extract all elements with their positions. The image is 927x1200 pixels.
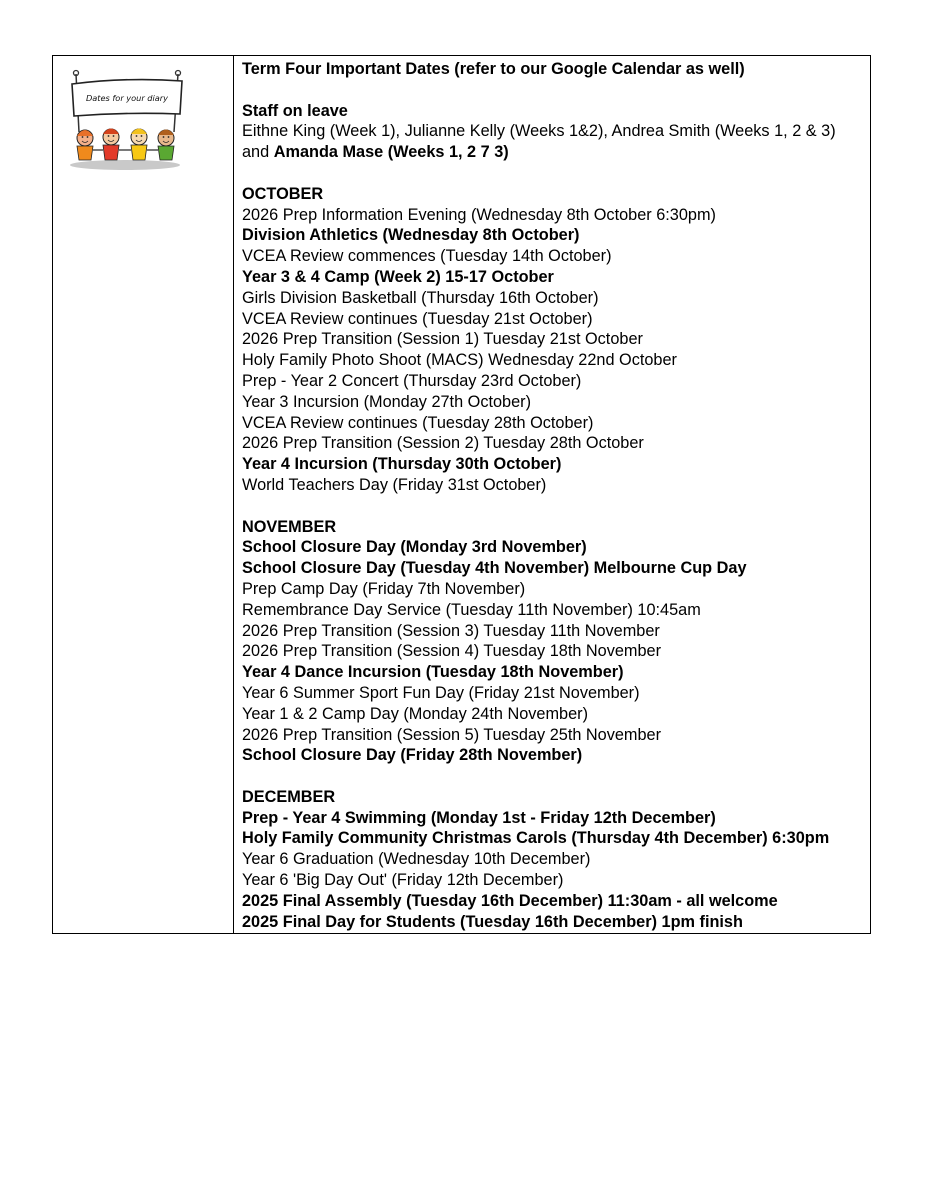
list-item: Remembrance Day Service (Tuesday 11th November) 10:45am bbox=[242, 600, 701, 619]
kids-holding-banner-icon bbox=[67, 68, 185, 172]
staff-leave-heading: Staff on leave bbox=[242, 101, 348, 120]
list-item: Holy Family Photo Shoot (MACS) Wednesday 22nd October bbox=[242, 351, 677, 370]
list-item: VCEA Review commences (Tuesday 14th October) bbox=[242, 247, 612, 266]
november-heading: NOVEMBER bbox=[242, 517, 337, 536]
list-item: VCEA Review continues (Tuesday 28th October) bbox=[242, 413, 594, 432]
list-item: 2026 Prep Transition (Session 5) Tuesday 25th November bbox=[242, 725, 662, 744]
list-item: School Closure Day (Friday 28th November) bbox=[242, 746, 583, 765]
list-item: Division Athletics (Wednesday 8th October) bbox=[242, 226, 580, 245]
list-item: Prep - Year 2 Concert (Thursday 23rd October) bbox=[242, 371, 582, 390]
list-item: Year 6 Graduation (Wednesday 10th December) bbox=[242, 850, 591, 869]
list-item: 2026 Prep Information Evening (Wednesday 8th October 6:30pm) bbox=[242, 205, 716, 224]
list-item: Girls Division Basketball (Thursday 16th October) bbox=[242, 288, 599, 307]
list-item: Year 4 Incursion (Thursday 30th October) bbox=[242, 455, 562, 474]
list-item: Year 6 'Big Day Out' (Friday 12th December) bbox=[242, 871, 564, 890]
staff-leave-bold: Amanda Mase (Weeks 1, 2 7 3) bbox=[273, 143, 509, 162]
clipart-cell bbox=[53, 56, 234, 933]
list-item: Prep - Year 4 Swimming (Monday 1st - Friday 12th December) bbox=[242, 808, 716, 827]
staff-leave-text bbox=[242, 121, 864, 163]
october-list bbox=[242, 205, 864, 496]
list-item: 2025 Final Day for Students (Tuesday 16th December) 1pm finish bbox=[242, 912, 743, 931]
list-item: Year 6 Summer Sport Fun Day (Friday 21st November) bbox=[242, 683, 640, 702]
list-item: Year 1 & 2 Camp Day (Monday 24th November) bbox=[242, 704, 588, 723]
november-list bbox=[242, 537, 864, 766]
october-heading: OCTOBER bbox=[242, 184, 324, 203]
december-heading: DECEMBER bbox=[242, 787, 336, 806]
list-item: Year 3 & 4 Camp (Week 2) 15-17 October bbox=[242, 267, 554, 286]
list-item: 2025 Final Assembly (Tuesday 16th December) 11:30am - all welcome bbox=[242, 891, 778, 910]
december-list bbox=[242, 808, 864, 933]
dates-content-cell bbox=[234, 56, 870, 933]
dates-table bbox=[52, 55, 871, 934]
list-item: Year 3 Incursion (Monday 27th October) bbox=[242, 392, 531, 411]
list-item: 2026 Prep Transition (Session 3) Tuesday 11th November bbox=[242, 621, 660, 640]
banner-text: Dates for your diary bbox=[85, 93, 169, 103]
list-item: Prep Camp Day (Friday 7th November) bbox=[242, 579, 526, 598]
list-item: Year 4 Dance Incursion (Tuesday 18th November) bbox=[242, 663, 624, 682]
list-item: VCEA Review continues (Tuesday 21st October) bbox=[242, 309, 593, 328]
list-item: School Closure Day (Tuesday 4th November) Melbourne Cup Day bbox=[242, 559, 747, 578]
page-title: Term Four Important Dates (refer to our Google Calendar as well) bbox=[242, 60, 745, 78]
list-item: World Teachers Day (Friday 31st October) bbox=[242, 475, 547, 494]
list-item: 2026 Prep Transition (Session 1) Tuesday 21st October bbox=[242, 330, 643, 349]
list-item: 2026 Prep Transition (Session 4) Tuesday 18th November bbox=[242, 642, 662, 661]
list-item: 2026 Prep Transition (Session 2) Tuesday 28th October bbox=[242, 434, 644, 453]
staff-leave-regular: Eithne King (Week 1), Julianne Kelly (Weeks 1&2), Andrea Smith (Weeks 1, 2 & 3) and bbox=[242, 122, 836, 162]
list-item: School Closure Day (Monday 3rd November) bbox=[242, 538, 587, 557]
list-item: Holy Family Community Christmas Carols (Thursday 4th December) 6:30pm bbox=[242, 829, 830, 848]
